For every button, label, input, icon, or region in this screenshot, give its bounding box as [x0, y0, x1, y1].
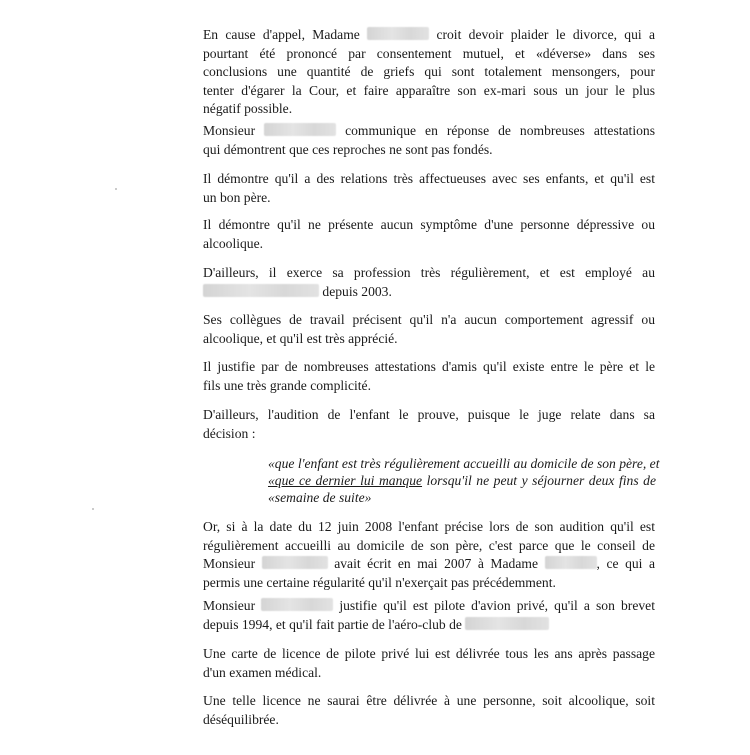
paragraph-symptoms — [203, 216, 655, 253]
text-span: communique en réponse de nombreuses attestations — [345, 123, 655, 138]
text-span: depuis 2003. — [322, 283, 392, 299]
redacted-name — [262, 556, 328, 569]
redacted-employer — [203, 284, 319, 297]
text-span: croit devoir plaider le divorce, qui a — [436, 27, 656, 42]
paragraph-profession — [203, 264, 655, 301]
paragraph-attestations — [203, 122, 655, 159]
underlined-text: «que ce dernier lui manque — [268, 473, 423, 488]
paragraph-friends — [203, 358, 655, 395]
text-span: , ce qui a — [596, 556, 656, 572]
text-line: tenter d'égarer la Cour, et faire apparaître son ex-mari sous un jour le plus — [203, 82, 655, 98]
text-line: Ses collègues de travail précisent qu'il n'a aucun comportement agressif ou — [203, 312, 655, 327]
text-line: D'ailleurs, l'audition de l'enfant le prouve, puisque le juge relate dans sa — [203, 407, 655, 422]
redacted-name — [545, 556, 597, 569]
text-line: Une carte de licence de pilote privé lui est délivrée tous les ans après passage — [203, 646, 655, 661]
text-span: avait écrit en mai 2007 à Madame — [334, 556, 538, 572]
paragraph-hearing-date — [203, 518, 655, 592]
text-line: conclusions une quantité de griefs qui sont totalement mensongers, pour — [203, 64, 655, 80]
text-line: pourtant été prononcé par consentement mutuel, et «déverse» dans ses — [203, 45, 655, 61]
redacted-name — [367, 27, 429, 40]
text-line: négatif possible. — [203, 101, 293, 117]
text-span: Monsieur — [203, 598, 256, 613]
paragraph-appeal — [203, 26, 655, 119]
text-line: alcoolique, et qu'il est très apprécié. — [203, 330, 398, 346]
text-span: Monsieur — [203, 123, 256, 138]
text-line: un bon père. — [203, 189, 271, 205]
text-span: En cause d'appel, Madame — [203, 27, 360, 42]
text-line: d'un examen médical. — [203, 664, 322, 680]
text-line: Il justifie par de nombreuses attestations d'amis qu'il existe entre le père et le — [203, 359, 655, 374]
text-line: Il démontre qu'il ne présente aucun symptôme d'une personne dépressive ou — [203, 217, 655, 232]
redacted-name — [261, 598, 333, 611]
text-line: Il démontre qu'il a des relations très affectueuses avec ses enfants, et qu'il est — [203, 171, 655, 186]
text-span: Monsieur — [203, 556, 256, 572]
scan-speck — [115, 188, 117, 190]
text-line: régulièrement accueilli au domicile de son père, c'est parce que le conseil de — [203, 537, 655, 553]
paragraph-pilot — [203, 597, 655, 634]
text-line: Or, si à la date du 12 juin 2008 l'enfant précise lors de son audition qu'il est — [203, 519, 655, 534]
text-line: déséquilibrée. — [203, 711, 279, 727]
text-line: fils une très grande complicité. — [203, 377, 371, 393]
paragraph-conclusion — [203, 692, 655, 729]
text-line: D'ailleurs, il exerce sa profession très régulièrement, et est employé au — [203, 265, 655, 280]
redacted-club — [465, 617, 549, 630]
paragraph-relations — [203, 170, 655, 207]
paragraph-colleagues — [203, 311, 655, 348]
text-span: justifie qu'il est pilote d'avion privé, qu'il a son brevet — [339, 598, 655, 613]
text-line: «semaine de suite» — [268, 490, 372, 505]
quotation — [268, 455, 660, 506]
text-line: décision : — [203, 425, 256, 441]
text-span: lorsqu'il ne peut y séjourner deux fins de — [422, 473, 656, 488]
redacted-name — [264, 123, 336, 136]
scan-speck — [92, 508, 94, 510]
text-line: «que l'enfant est très régulièrement accueilli au domicile de son père, et — [268, 456, 660, 471]
text-span: depuis 1994, et qu'il fait partie de l'aéro-club de — [203, 616, 462, 632]
paragraph-hearing — [203, 406, 655, 443]
text-line: qui démontrent que ces reproches ne sont pas fondés. — [203, 141, 493, 157]
text-line: permis une certaine régularité qu'il n'exerçait pas précédemment. — [203, 574, 556, 590]
text-line: alcoolique. — [203, 235, 264, 251]
paragraph-licence — [203, 645, 655, 682]
text-line: Une telle licence ne saurai être délivrée à une personne, soit alcoolique, soit — [203, 693, 655, 708]
